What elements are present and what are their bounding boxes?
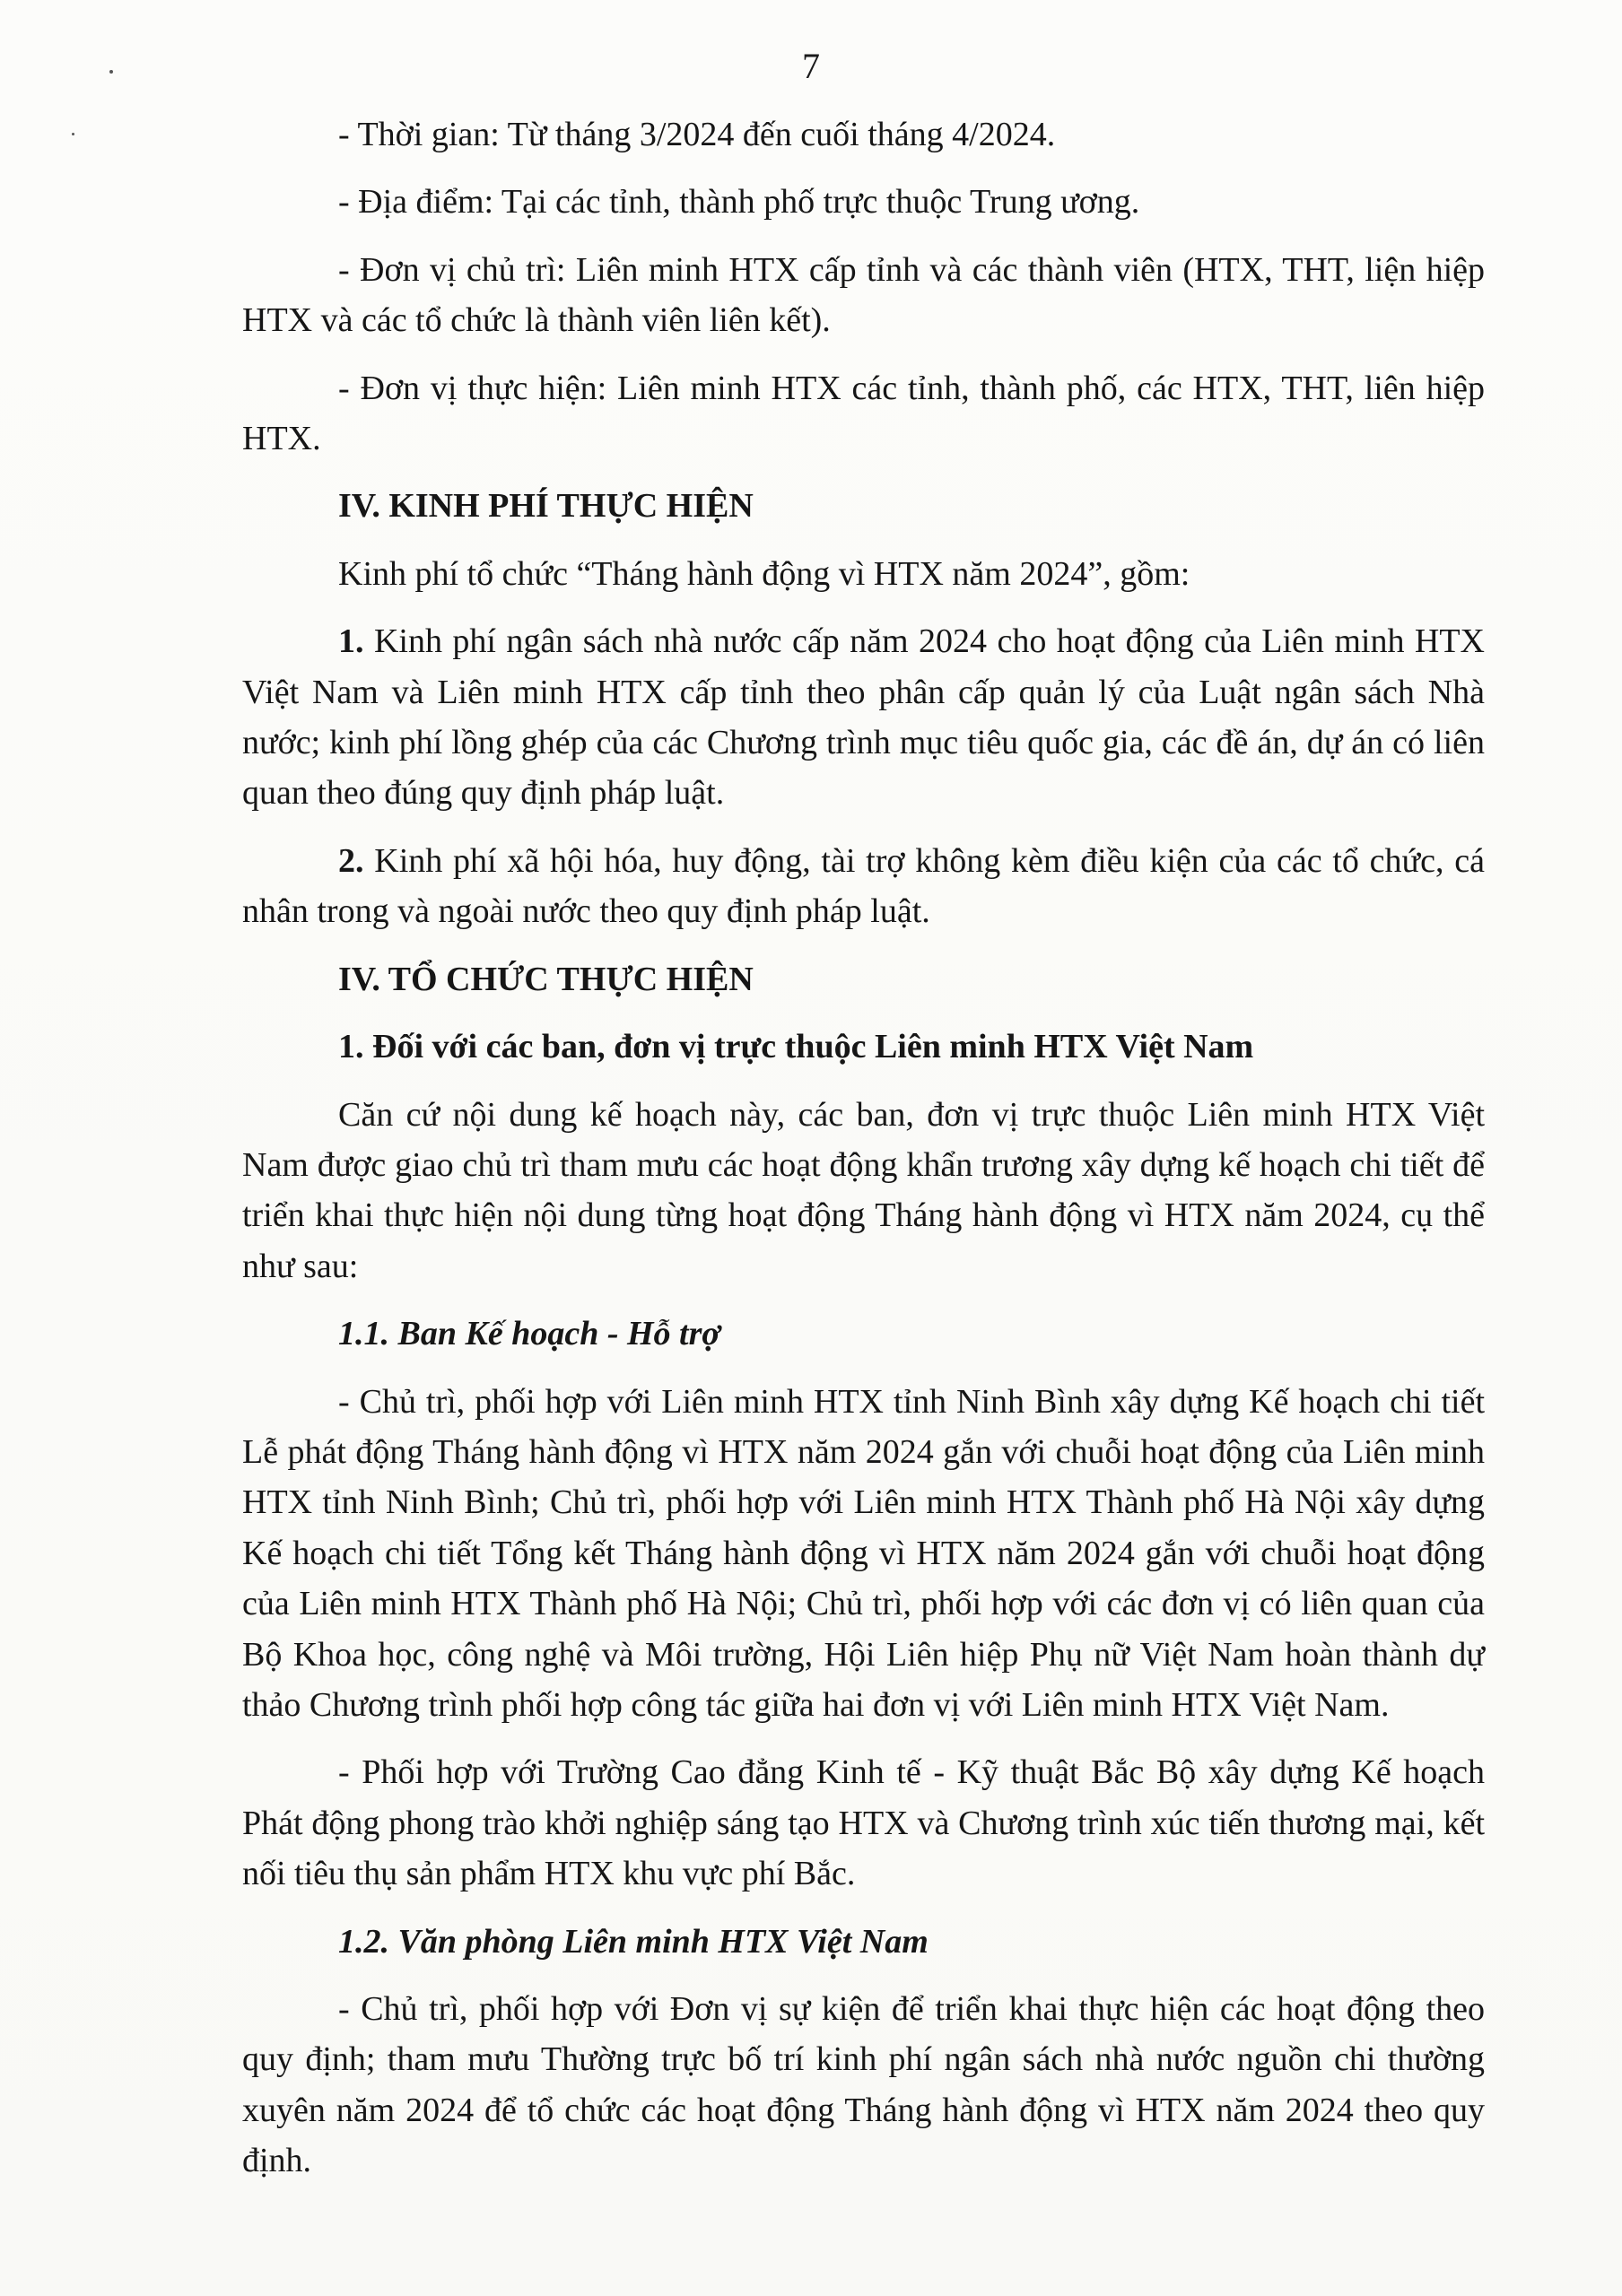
paragraph-text: - Phối hợp với Trường Cao đẳng Kinh tế - Kỹ thuật Bắc Bộ xây dựng Kế hoạch Phát động phong trào khởi nghiệp sáng tạo HTX và Chương trình xúc tiến thương mại, kết nối tiêu thụ sản phẩm HTX khu vực phí Bắc. bbox=[242, 1753, 1485, 1893]
paragraph-basis bbox=[242, 1090, 1485, 1292]
numbered-item-2 bbox=[242, 836, 1485, 937]
heading-text: 1.2. Văn phòng Liên minh HTX Việt Nam bbox=[338, 1922, 929, 1961]
heading-text: IV. TỔ CHỨC THỰC HIỆN bbox=[338, 960, 754, 998]
paragraph-office-1 bbox=[242, 1984, 1485, 2187]
paragraph-implementing-unit bbox=[242, 363, 1485, 465]
paragraph-planning-support-2 bbox=[242, 1747, 1485, 1899]
page-number: 7 bbox=[802, 46, 820, 86]
subsection-heading-1-2 bbox=[242, 1917, 1485, 1967]
paragraph-location bbox=[242, 177, 1485, 227]
paragraph-text: - Đơn vị chủ trì: Liên minh HTX cấp tỉnh và các thành viên (HTX, THT, liện hiệp HTX và các tổ chức là thành viên liên kết). bbox=[242, 250, 1485, 340]
scan-speck bbox=[72, 133, 74, 135]
paragraph-text: - Thời gian: Từ tháng 3/2024 đến cuối tháng 4/2024. bbox=[338, 116, 1056, 153]
heading-text: 1.1. Ban Kế hoạch - Hỗ trợ bbox=[338, 1315, 720, 1353]
paragraph-funding-intro bbox=[242, 549, 1485, 599]
heading-text: 1. Đối với các ban, đơn vị trực thuộc Liên minh HTX Việt Nam bbox=[338, 1028, 1254, 1066]
paragraph-text: Căn cứ nội dung kế hoạch này, các ban, đơn vị trực thuộc Liên minh HTX Việt Nam được giao chủ trì tham mưu các hoạt động khẩn trương xây dựng kế hoạch chi tiết để triển khai thực hiện nội dung từng hoạt động Tháng hành động vì HTX năm 2024, cụ thể như sau: bbox=[242, 1095, 1485, 1285]
item-number: 1. bbox=[338, 622, 364, 661]
item-number: 2. bbox=[338, 841, 364, 880]
section-heading-funding bbox=[242, 481, 1485, 531]
paragraph-time bbox=[242, 109, 1485, 160]
section-heading-organization bbox=[242, 954, 1485, 1004]
paragraph-planning-support-1 bbox=[242, 1377, 1485, 1731]
subsection-heading-1 bbox=[242, 1022, 1485, 1072]
paragraph-text: - Chủ trì, phối hợp với Liên minh HTX tỉnh Ninh Bình xây dựng Kế hoạch chi tiết Lễ phát động Tháng hành động vì HTX năm 2024 gắn với chuỗi hoạt động của Liên minh HTX tỉnh Ninh Bình; Chủ trì, phối hợp với Liên minh HTX Thành phố Hà Nội xây dựng Kế hoạch chi tiết Tổng kết Tháng hành động vì HTX năm 2024 gắn với chuỗi hoạt động của Liên minh HTX Thành phố Hà Nội; Chủ trì, phối hợp với các đơn vị có liên quan của Bộ Khoa học, công nghệ và Môi trường, Hội Liên hiệp Phụ nữ Việt Nam hoàn thành dự thảo Chương trình phối hợp công tác giữa hai đơn vị với Liên minh HTX Việt Nam. bbox=[242, 1382, 1485, 1724]
paragraph-text: - Đơn vị thực hiện: Liên minh HTX các tỉnh, thành phố, các HTX, THT, liên hiệp HTX. bbox=[242, 369, 1485, 458]
heading-text: IV. KINH PHÍ THỰC HIỆN bbox=[338, 487, 754, 526]
document-body bbox=[242, 109, 1485, 2204]
paragraph-host-unit bbox=[242, 245, 1485, 346]
paragraph-text: - Địa điểm: Tại các tỉnh, thành phố trực thuộc Trung ương. bbox=[338, 183, 1140, 222]
paragraph-text: Kinh phí ngân sách nhà nước cấp năm 2024 cho hoạt động của Liên minh HTX Việt Nam và Liên minh HTX cấp tỉnh theo phân cấp quản lý của Luật ngân sách Nhà nước; kinh phí lồng ghép của các Chương trình mục tiêu quốc gia, các đề án, dự án có liên quan theo đúng quy định pháp luật. bbox=[242, 622, 1485, 813]
paragraph-text: Kinh phí xã hội hóa, huy động, tài trợ không kèm điều kiện của các tổ chức, cá nhân trong và ngoài nước theo quy định pháp luật. bbox=[242, 841, 1485, 931]
paragraph-text: - Chủ trì, phối hợp với Đơn vị sự kiện để triển khai thực hiện các hoạt động theo quy định; tham mưu Thường trực bố trí kinh phí ngân sách nhà nước nguồn chi thường xuyên năm 2024 để tổ chức các hoạt động Tháng hành động vì HTX năm 2024 theo quy định. bbox=[242, 1990, 1485, 2180]
paragraph-text: Kinh phí tổ chức “Tháng hành động vì HTX năm 2024”, gồm: bbox=[338, 554, 1190, 593]
numbered-item-1 bbox=[242, 616, 1485, 819]
subsection-heading-1-1 bbox=[242, 1309, 1485, 1359]
